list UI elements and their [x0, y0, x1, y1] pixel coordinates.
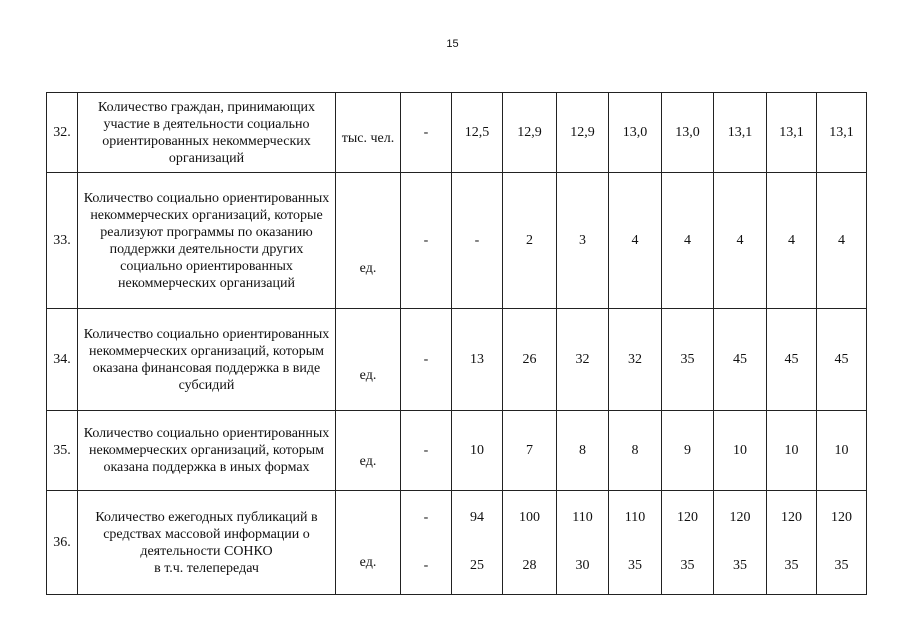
- value-total: 110: [624, 509, 646, 525]
- indicator-name-main: Количество ежегодных публикаций в средствах массовой информации о деятельности СОНКО: [95, 509, 318, 559]
- value-cell: 13,1: [714, 93, 767, 173]
- value-sub: 35: [784, 557, 799, 573]
- value-cell: [557, 491, 609, 595]
- indicator-name: Количество граждан, принимающих участие в деятельности социально ориентированных некоммерческих организаций: [78, 93, 336, 173]
- value-cell: 12,9: [503, 93, 557, 173]
- table-row: [47, 309, 867, 411]
- indicators-table: [46, 92, 867, 595]
- indicator-name: Количество социально ориентированных некоммерческих организаций, которые реализуют программы по оказанию поддержки деятельности других социально ориентированных некоммерческих организаций: [78, 173, 336, 309]
- indicator-name-sub: в т.ч. телепередач: [154, 560, 259, 576]
- value-cell: 35: [662, 309, 714, 411]
- value-cell: 4: [609, 173, 662, 309]
- unit: ед.: [336, 309, 401, 411]
- value-cell: 10: [714, 411, 767, 491]
- unit: тыс. чел.: [336, 93, 401, 173]
- row-number: 36.: [47, 491, 78, 595]
- value-cell: [609, 491, 662, 595]
- value-cell: 8: [557, 411, 609, 491]
- value-cell: 10: [767, 411, 817, 491]
- value-cell: 4: [817, 173, 867, 309]
- value-cell: 4: [714, 173, 767, 309]
- value-cell: 32: [609, 309, 662, 411]
- value-cell: -: [401, 173, 452, 309]
- value-sub: 35: [628, 557, 642, 573]
- value-cell: 13,1: [817, 93, 867, 173]
- value-cell: [452, 491, 503, 595]
- table-row: [47, 173, 867, 309]
- value-sub: 30: [575, 557, 590, 573]
- value-cell: 2: [503, 173, 557, 309]
- value-cell: 10: [817, 411, 867, 491]
- value-cell: [767, 491, 817, 595]
- value-cell: [817, 491, 867, 595]
- value-cell: 26: [503, 309, 557, 411]
- row-number: 32.: [47, 93, 78, 173]
- value-sub: 35: [680, 557, 695, 573]
- value-total: -: [423, 509, 429, 525]
- table-row: [47, 93, 867, 173]
- value-cell: 10: [452, 411, 503, 491]
- value-cell: [714, 491, 767, 595]
- value-cell: 13,0: [609, 93, 662, 173]
- value-cell: 4: [767, 173, 817, 309]
- value-cell: 45: [817, 309, 867, 411]
- value-cell: [503, 491, 557, 595]
- value-cell: 9: [662, 411, 714, 491]
- value-cell: 8: [609, 411, 662, 491]
- indicator-name: Количество социально ориентированных некоммерческих организаций, которым оказана финансовая поддержка в виде субсидий: [78, 309, 336, 411]
- value-cell: 45: [714, 309, 767, 411]
- value-total: 120: [729, 509, 751, 525]
- value-total: 94: [470, 509, 484, 525]
- value-cell: -: [401, 309, 452, 411]
- indicator-name: Количество социально ориентированных некоммерческих организаций, которым оказана поддержка в иных формах: [78, 411, 336, 491]
- value-cell: [662, 491, 714, 595]
- value-cell: -: [401, 411, 452, 491]
- value-cell: 13,0: [662, 93, 714, 173]
- value-cell: 13,1: [767, 93, 817, 173]
- row-number: 33.: [47, 173, 78, 309]
- value-sub: 35: [834, 557, 849, 573]
- unit: ед.: [336, 173, 401, 309]
- value-cell: 12,5: [452, 93, 503, 173]
- value-sub: -: [423, 557, 429, 573]
- value-sub: 28: [522, 557, 537, 573]
- value-total: 120: [677, 509, 698, 525]
- table-row: [47, 411, 867, 491]
- unit: ед.: [336, 491, 401, 595]
- value-cell: 3: [557, 173, 609, 309]
- value-total: 120: [831, 509, 852, 525]
- page-number: 15: [446, 38, 459, 50]
- value-sub: 25: [470, 557, 484, 573]
- value-cell: 45: [767, 309, 817, 411]
- unit: ед.: [336, 411, 401, 491]
- indicator-name: [78, 491, 336, 595]
- value-cell: 32: [557, 309, 609, 411]
- value-cell: 12,9: [557, 93, 609, 173]
- value-total: 110: [572, 509, 593, 525]
- value-total: 120: [781, 509, 802, 525]
- value-sub: 35: [733, 557, 747, 573]
- table-row: [47, 491, 867, 595]
- value-cell: -: [452, 173, 503, 309]
- value-total: 100: [519, 509, 540, 525]
- row-number: 34.: [47, 309, 78, 411]
- value-cell: [401, 491, 452, 595]
- row-number: 35.: [47, 411, 78, 491]
- value-cell: 13: [452, 309, 503, 411]
- value-cell: 7: [503, 411, 557, 491]
- value-cell: -: [401, 93, 452, 173]
- value-cell: 4: [662, 173, 714, 309]
